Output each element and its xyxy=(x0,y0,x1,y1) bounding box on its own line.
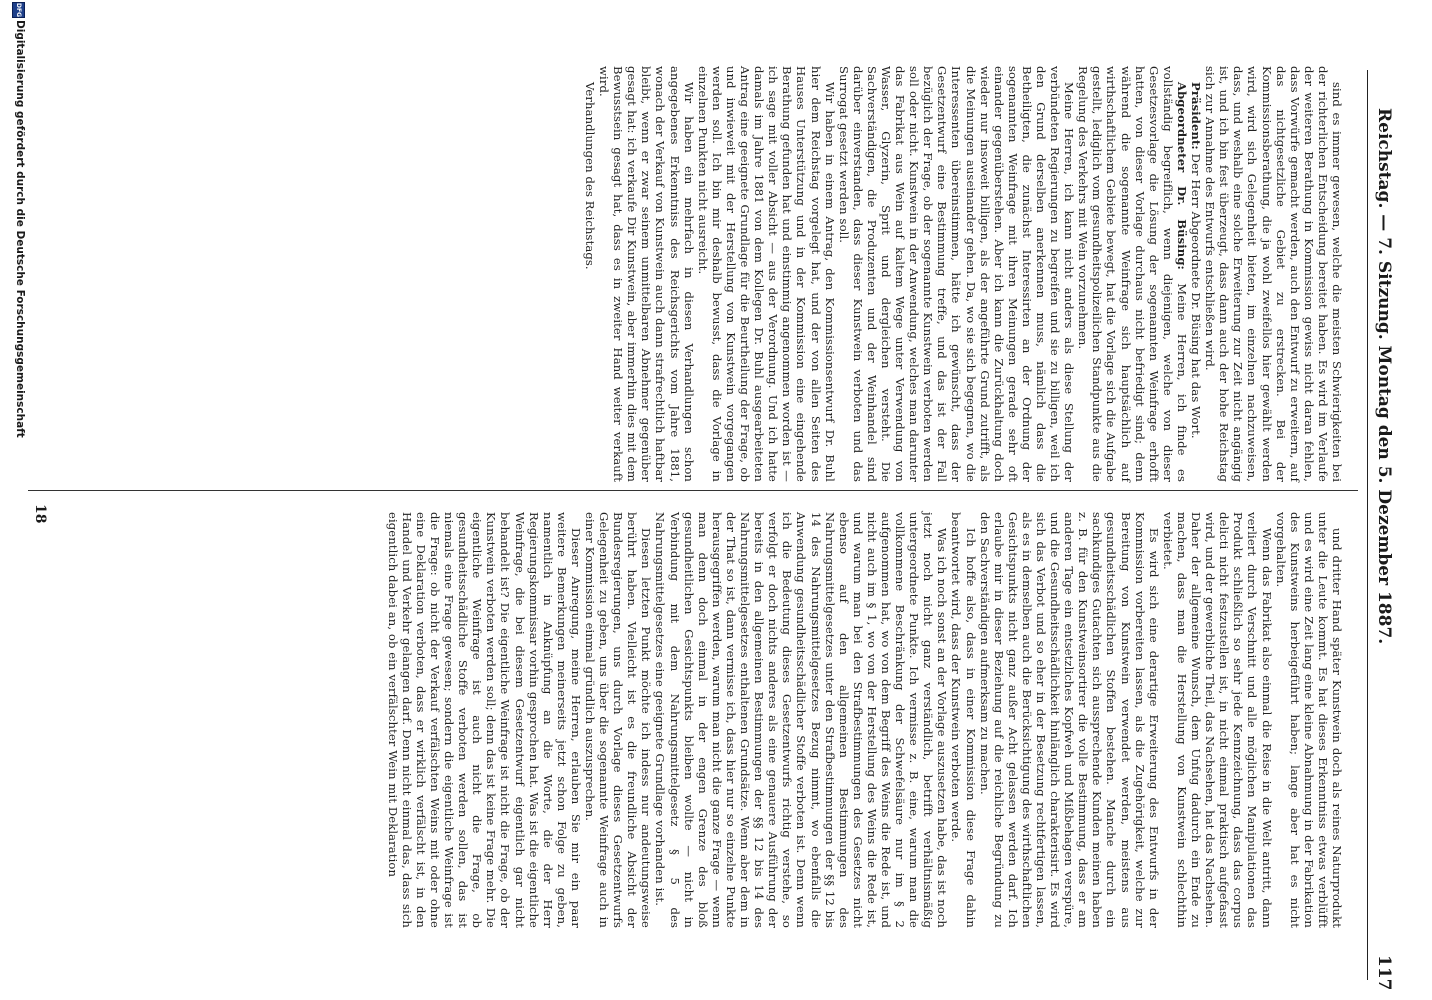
paragraph xyxy=(597,66,696,482)
paragraph-text: Was ich noch sonst an der Vorlage auszusetzen habe, das ist noch jetzt noch nicht ganz verständlich, betrifft verhältnismäßig untergeordnete Punkte. Ich vermisse z. B. eine, warum man die vollkommene Beschränkung der Schwefelsäure nur im § 2 aufgenommen hat, wo von dem Begriff des Weins die Rede ist, und nicht auch im § 1, wo von der Herstellung des Weins die Rede ist, und warum man bei den Strafbestimmungen des Gesetzes nicht ebenso auf den allgemeinen Bestimmungen des Nahrungsmittelgesetzes unter den Strafbestimmungen der §§ 12 bis 14 des Nahrungsmittelgesetzes Bezug nimmt, wo ebenfalls die Anwendung gesundheitsschädlicher Stoffe verboten ist. Denn wenn ich die Bedeutung dieses Gesetzentwurfs richtig verstehe, so verfolgt er doch nichts anderes als eine genauere Ausführung der bereits in den allgemeinen Bestimmungen der §§ 12 bis 14 des Nahrungsmittelgesetzes enthaltenen Grundsätze. Wenn aber dem in der That so ist, dann vermisse ich, dass hier nur so einzelne Punkte herausgegriffen werden, warum man nicht die ganze Frage — wenn man denn doch einmal in der engen Grenze des bloß gesundheitlichen Gesichtspunkts bleiben wollte — nicht in Verbindung mit dem Nahrungsmittelgesetz § 5 des Nahrungsmittelgesetzes eine geeignete Grundlage vorhanden ist. xyxy=(653,512,950,928)
paragraph xyxy=(583,512,653,928)
paragraph xyxy=(1274,512,1344,928)
header-page-number: 117 xyxy=(1374,955,1394,991)
paragraph-text: Verhandlungen des Reichstags. xyxy=(583,82,598,270)
paragraph xyxy=(653,512,949,928)
paragraph xyxy=(1076,66,1189,482)
paragraph-text: Meine Herren, ich kann nicht anders als diese Stellung der verbündeten Regierungen zu begreifen und sie zu billigen, weil ich den Grund derselben anerkennen muss, nämlich dass die Betheiligten, die zunächst Interessirten an der Ordnung der sogenannten Weinfrage mit ihren Meinungen gerade sehr oft einander gegenüberstehen. Aber ich kann die Zurückhaltung doch wieder nur insoweit billigen, als der angeführte Grund zutrifft, als die Meinungen auseinander gehen. Da, wo sie sich begegnen, wo die Interessenten übereinstimmen, hätte ich gewünscht, dass der Gesetzentwurf eine Bestimmung treffe, und das ist der Fall bezüglich der Frage, ob der sogenannte Kunstwein verboten werden soll oder nicht. Kunstwein in der Anwendung, welches man darunter das Fabrikat aus Wein auf kaltem Wege unter Verwendung von Wasser, Glyzerin, Sprit und dergleichen versteht. Die Sachverständigen, die Produzenten und der Weinhandel sind darüber einverstanden, dass dieser Kunstwein verboten und das Surrogat gesetzt werden soll. xyxy=(836,66,1077,482)
footer-page-number: 18 xyxy=(32,504,48,524)
speaker-lead: Präsident: xyxy=(1189,82,1204,150)
speaker-lead: Abgeordneter Dr. Büsing: xyxy=(1174,82,1189,270)
paragraph-text: Wenn das Fabrikat also einmal die Reise in die Welt antritt, dann verliert durch Verschnitt und alle möglichen Manipulationen das Produkt schließlich so sehr jede Kennzeichnung, dass das corpus delicti nicht festzustellen ist, in nicht einmal praktisch aufgefasst wird, und der gewerbliche Theil, das Nachsehen, hat das Nachsehen. Daher der allgemeine Wunsch, dem Unfug dadurch ein Ende zu machen, dass man die Herstellung von Kunstwein schlechthin verbietet. xyxy=(1160,512,1274,928)
dfg-logo-icon: DFG xyxy=(12,2,25,18)
paragraph xyxy=(583,66,597,482)
paragraph-text: Ich hoffe also, dass in einer Kommission diese Frage dahin beantwortet wird, dass der Kunstwein verboten werde. xyxy=(949,512,978,928)
paragraph-text: Der Herr Abgeordnete Dr. Büsing hat das Wort. xyxy=(1189,153,1204,439)
column-divider xyxy=(28,490,1358,491)
paragraph xyxy=(386,512,583,928)
paragraph xyxy=(978,512,1161,928)
paragraph xyxy=(1189,66,1203,482)
paragraph xyxy=(949,512,977,928)
paragraph-text: Es wird sich eine derartige Erweiterung des Entwurfs in der Kommission vorbereiten lassen, als die Zugehörigkeit, welche zur Bereitung von Kunstwein verwendet werden, meistens aus gesundheitsschädlichen Stoffen bestehen. Manche durch ein sachkundiges Gutachten sich aussprechende Kunden meinen haben z. B. für den Kunstweinsortirer die volle Bestimmung, dass er am anderen Tage ein entsetzliches Kopfweh und Mißbehagen verspüre, und die Gesundheitsschädlichkeit hinlänglich charakterisirt. Es wird sich das Verbot und so eher in der Besetzung rechtfertigen lassen, als es in demselben auch die Berücksichtigung des wirthschaftlichen Gesichtspunkts nicht ganz außer Acht gelassen werden darf. Ich erlaube mir in dieser Beziehung auf die reichliche Begründung zu den Sachverständigen aufmerksam zu machen. xyxy=(977,512,1161,928)
paragraph xyxy=(837,66,1077,482)
paragraph xyxy=(1203,66,1344,482)
paragraph-text: Wir haben ein mehrfach in diesen Verhandlungen schon angegebenes Erkenntniss des Reichsgerichts vom Jahre 1881, wonach der Verkauf von Kunstwein auch dann strafrechtlich haftbar bleibt, wenn er zwar seinem unmittelbaren Abnehmer gegenüber gesagt hat: ich verkaufe Dir Kunstwein, aber immerhin dies mit dem Bewusstsein gesagt hat, dass es in zweiter Hand weiter verkauft wird. xyxy=(597,66,696,482)
running-header xyxy=(1372,0,1394,1000)
credit-text: Digitalisierung gefördert durch die Deutsche Forschungsgemeinschaft xyxy=(14,20,26,438)
paragraph-text: Wir haben in einem Antrag, den Kommissionsentwurf Dr. Buhl hier dem Reichstag vorgelegt hat, und der von allen Seiten des Hauses Unterstützung und in der Kommission eine eingehende Berathung gefunden hat und einstimmig angenommen worden ist — ich sage mit voller Absicht — aus der Verordnung. Und ich hatte damals im Jahre 1881 von dem Kollegen Dr. Buhl ausgearbeiteten Antrag eine geeignete Grundlage für die Beurtheilung der Frage, ob und inwieweit mit der Herstellung von Kunstwein vorgegangen werden soll. Ich bin mir deshalb bewusst, dass die Vorlage in einzelnen Punkten nicht ausreicht. xyxy=(695,66,837,482)
paragraph-text: Meine Herren, ich finde es vollständig begreiflich, wenn diejenigen, welche von dieser Gesetzesvorlage die Lösung der sogenannten Weinfrage erhofft hatten, von dieser Vorlage durchaus nicht befriedigt sind; denn während die sogenannte Weinfrage sich hauptsächlich auf wirthschaftlichem Gebiete bewegt, hat die Vorlage sich die Aufgabe gestellt, lediglich vom gesundheitspolizeilichen Standpunkte aus die Regelung des Verkehrs mit Wein vorzunehmen. xyxy=(1076,66,1189,483)
running-title: Reichstag. — 7. Sitzung. Montag den 5. Dezember 1887. xyxy=(1374,108,1394,645)
digitization-credit xyxy=(8,0,28,1000)
paragraph-text: sind es immer gewesen, welche die meisten Schwierigkeiten bei der richterlichen Entscheidung bereitet haben. Es wird im Verlaufe der weiteren Berathung in Kommission gewiss nicht daran fehlen, dass Vorwürfe gemacht werden, auch den Entwurf zu erweitern, auf das nichtgesetzliche Gebiet zu erstrecken. Bei der Kommissionsberathung, die ja wohl zweifellos hier gewählt werden wird, wird sich Gelegenheit bieten, im einzelnen nachzuweisen, dass, und weshalb eine solche Erweiterung zur Zeit nicht angängig ist, und ich bin fest überzeugt, dass dann auch der hohe Reichstag sich zur Annahme des Entwurfs entschließen wird. xyxy=(1203,66,1344,482)
header-rule xyxy=(1367,70,1368,980)
paragraph xyxy=(1161,512,1274,928)
paragraph-text: Dieser Anregung, meine Herren, erlauben Sie mir ein paar weitere Bemerkungen meinerseits jetzt schon Folge zu geben, namentlich in Anknüpfung an die Worte, die der Herr Regierungskommissar vorhin gesprochen hat. Was ist die eigentliche Weinfrage, die bei diesem Gesetzentwurf eigentlich gar nicht behandelt ist? Die eigentliche Weinfrage ist nicht die Frage, ob der Kunstwein verboten werden soll; denn das ist keine Frage mehr. Die eigentliche Weinfrage ist auch nicht die Frage, ob gesundheitsschädliche Stoffe verboten werden sollen, das ist niemals eine Frage gewesen; sondern die eigentliche Weinfrage ist die Frage: ob nicht der Verkauf verfälschten Weins mit oder ohne eine Deklaration verboten, dass er wirklich verfälscht ist, in den Handel und Verkehr gelangen darf. Denn nicht einmal das, dass sich eigentlich dabei an, ob ein verfälschter Wein mit Deklaration xyxy=(385,512,583,928)
left-column xyxy=(583,66,1344,482)
paragraph-text: und dritter Hand später Kunstwein doch als reines Naturprodukt unter die Leute kommt. Es hat dieses Erkenntniss etwas verblüfft und es wird eine Zeit lang eine kleine Abnahmung in der Fabrikation des Kunstweins herbeigeführt haben; lange aber hat es nicht vorgehalten. xyxy=(1273,512,1344,928)
right-column xyxy=(386,512,1344,928)
paragraph xyxy=(696,66,837,482)
paragraph-text: Diesen letzten Punkt möchte ich indess nur andeutungsweise berührt haben. Vielleicht ist es die freundliche Absicht der Bundesregierungen, uns durch Vorlage dieses Gesetzentwurfs Gelegenheit zu geben, uns über die sogenannte Weinfrage auch in einer Kommission einmal gründlich auszusprechen. xyxy=(583,512,654,928)
